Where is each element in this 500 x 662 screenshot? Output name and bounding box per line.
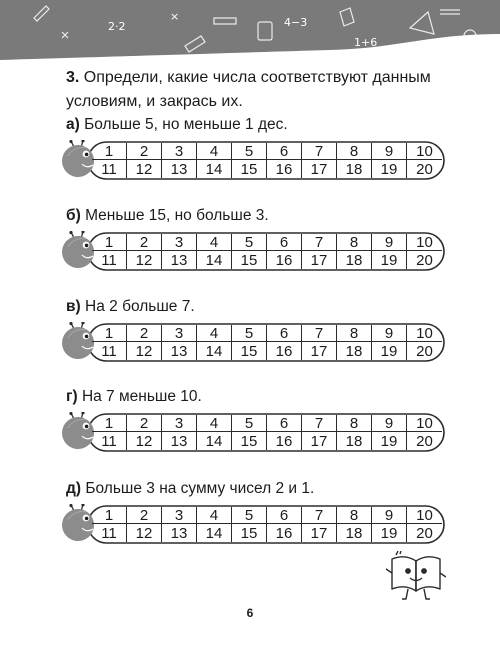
number-cell[interactable]: 4 [197, 234, 232, 251]
number-cell[interactable]: 9 [372, 234, 407, 251]
number-cell[interactable]: 9 [372, 143, 407, 160]
number-grid [92, 234, 442, 269]
doodle-text-3: 4−3 [284, 16, 308, 29]
number-cell[interactable]: 16 [267, 251, 302, 269]
number-cell[interactable]: 16 [267, 524, 302, 542]
number-cell[interactable]: 12 [127, 524, 162, 542]
number-cell[interactable]: 12 [127, 251, 162, 269]
number-cell[interactable]: 11 [92, 251, 127, 269]
number-cell[interactable]: 14 [197, 251, 232, 269]
number-cell[interactable]: 20 [416, 432, 433, 450]
number-grid [92, 325, 442, 360]
number-cell[interactable]: 18 [337, 342, 372, 360]
number-cell[interactable]: 3 [162, 143, 197, 160]
number-cell[interactable]: 4 [197, 143, 232, 160]
item-label-c [66, 297, 195, 317]
number-cell[interactable]: 1 [92, 234, 127, 251]
number-cell[interactable]: 6 [267, 325, 302, 342]
number-cell[interactable]: 3 [162, 415, 197, 432]
number-cell[interactable]: 14 [197, 524, 232, 542]
number-cell[interactable]: 15 [232, 432, 267, 450]
task-text: Определи, какие числа соответствуют данным условиям, и закрась их. [66, 69, 431, 110]
number-cell[interactable]: 10 [407, 234, 442, 251]
item-label-b [66, 206, 269, 226]
number-cell[interactable]: 19 [372, 160, 407, 178]
number-cell[interactable]: 7 [302, 234, 337, 251]
number-cell[interactable]: 9 [372, 507, 407, 524]
number-cell[interactable]: 5 [232, 325, 267, 342]
number-cell[interactable]: 8 [337, 234, 372, 251]
number-cell[interactable]: 12 [127, 160, 162, 178]
number-cell[interactable]: 6 [267, 234, 302, 251]
number-cell[interactable]: 17 [302, 342, 337, 360]
number-cell[interactable]: 4 [197, 325, 232, 342]
item-label-a [66, 115, 288, 135]
item-text: На 7 меньше 10. [81, 388, 202, 405]
number-cell[interactable]: 15 [232, 251, 267, 269]
number-cell[interactable]: 1 [92, 143, 127, 160]
item-label-d [66, 387, 202, 407]
doodle-text-2: × [170, 10, 180, 23]
item-letter: б) [66, 207, 81, 224]
number-grid [92, 143, 442, 178]
number-cell[interactable]: 20 [416, 160, 433, 178]
number-cell[interactable]: 7 [302, 325, 337, 342]
number-cell[interactable]: 5 [232, 143, 267, 160]
number-cell[interactable]: 3 [162, 234, 197, 251]
number-cell[interactable]: 18 [337, 160, 372, 178]
number-cell[interactable]: 10 [407, 507, 442, 524]
number-cell[interactable]: 14 [197, 160, 232, 178]
number-cell[interactable]: 17 [302, 524, 337, 542]
number-cell[interactable]: 19 [372, 524, 407, 542]
number-cell[interactable]: 11 [92, 524, 127, 542]
number-cell[interactable]: 2 [127, 325, 162, 342]
doodle-text-1: 2·2 [108, 20, 126, 33]
number-cell[interactable]: 18 [337, 251, 372, 269]
number-cell[interactable]: 13 [162, 160, 197, 178]
item-text: Больше 3 на сумму чисел 2 и 1. [85, 480, 315, 497]
number-cell[interactable]: 13 [162, 251, 197, 269]
number-cell[interactable]: 6 [267, 507, 302, 524]
number-strip-a [62, 140, 446, 182]
number-cell[interactable]: 15 [232, 524, 267, 542]
number-grid [92, 415, 442, 450]
number-strip-b [62, 231, 446, 273]
number-cell[interactable]: 8 [337, 507, 372, 524]
number-cell[interactable]: 3 [162, 325, 197, 342]
number-strip-e [62, 504, 446, 546]
number-cell[interactable]: 3 [162, 507, 197, 524]
task-heading [66, 66, 466, 114]
item-letter: а) [66, 116, 80, 133]
number-cell[interactable]: 13 [162, 524, 197, 542]
number-cell[interactable]: 9 [372, 325, 407, 342]
number-cell[interactable]: 4 [197, 507, 232, 524]
number-strip-d [62, 412, 446, 454]
header-banner [0, 0, 500, 62]
number-cell[interactable]: 15 [232, 342, 267, 360]
number-cell[interactable]: 9 [372, 415, 407, 432]
number-cell[interactable]: 8 [337, 415, 372, 432]
number-cell[interactable]: 2 [127, 143, 162, 160]
item-text: Меньше 15, но больше 3. [85, 207, 269, 224]
task-number: 3. [66, 69, 80, 86]
number-cell[interactable]: 5 [232, 415, 267, 432]
number-cell[interactable]: 5 [232, 507, 267, 524]
number-cell[interactable]: 14 [197, 342, 232, 360]
item-letter: д) [66, 480, 82, 497]
number-cell[interactable]: 19 [372, 432, 407, 450]
number-cell[interactable]: 16 [267, 160, 302, 178]
doodle-text-4: 1+6 [354, 36, 378, 49]
number-cell[interactable]: 7 [302, 143, 337, 160]
number-cell[interactable]: 4 [197, 415, 232, 432]
number-cell[interactable]: 1 [92, 415, 127, 432]
number-cell[interactable]: 8 [337, 143, 372, 160]
number-cell[interactable]: 10 [407, 415, 442, 432]
number-cell[interactable]: 7 [302, 507, 337, 524]
number-cell[interactable]: 2 [127, 234, 162, 251]
number-cell[interactable]: 20 [416, 524, 433, 542]
number-cell[interactable]: 14 [197, 432, 232, 450]
number-cell[interactable]: 2 [127, 507, 162, 524]
number-cell[interactable]: 11 [92, 342, 127, 360]
number-cell[interactable]: 10 [407, 143, 442, 160]
number-cell[interactable]: 12 [127, 432, 162, 450]
number-cell[interactable]: 8 [337, 325, 372, 342]
number-cell[interactable]: 11 [92, 160, 127, 178]
number-cell[interactable]: 12 [127, 342, 162, 360]
number-cell[interactable]: 6 [267, 143, 302, 160]
number-cell[interactable]: 13 [162, 432, 197, 450]
number-cell[interactable]: 19 [372, 251, 407, 269]
number-cell[interactable]: 17 [302, 432, 337, 450]
number-cell[interactable]: 20 [416, 251, 433, 269]
page-number: 6 [246, 606, 254, 620]
item-letter: г) [66, 388, 78, 405]
number-cell[interactable]: 5 [232, 234, 267, 251]
number-cell[interactable]: 16 [267, 342, 302, 360]
number-cell[interactable]: 15 [232, 160, 267, 178]
number-cell[interactable]: 1 [92, 325, 127, 342]
book-mascot-icon [386, 551, 446, 603]
number-cell[interactable]: 13 [162, 342, 197, 360]
number-strip-c [62, 322, 446, 364]
number-cell[interactable]: 20 [416, 342, 433, 360]
number-cell[interactable]: 16 [267, 432, 302, 450]
number-cell[interactable]: 18 [337, 432, 372, 450]
item-text: Больше 5, но меньше 1 дес. [84, 116, 288, 133]
item-text: На 2 больше 7. [85, 298, 195, 315]
number-cell[interactable]: 10 [407, 325, 442, 342]
number-cell[interactable]: 17 [302, 160, 337, 178]
number-cell[interactable]: 7 [302, 415, 337, 432]
number-cell[interactable]: 19 [372, 342, 407, 360]
number-cell[interactable]: 2 [127, 415, 162, 432]
number-grid [92, 507, 442, 542]
number-cell[interactable]: 1 [92, 507, 127, 524]
item-letter: в) [66, 298, 81, 315]
number-cell[interactable]: 18 [337, 524, 372, 542]
number-cell[interactable]: 17 [302, 251, 337, 269]
number-cell[interactable]: 11 [92, 432, 127, 450]
number-cell[interactable]: 6 [267, 415, 302, 432]
item-label-e [66, 479, 314, 499]
